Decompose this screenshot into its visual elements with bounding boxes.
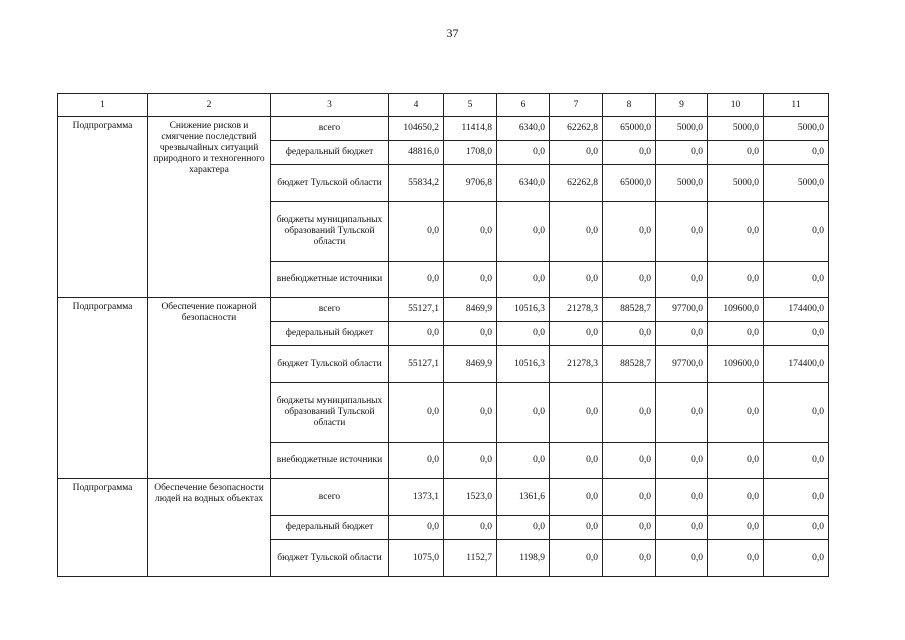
value-cell: 21278,3 [550,346,603,383]
value-cell: 10516,3 [497,298,550,322]
funding-source: бюджет Тульской области [271,165,389,202]
value-cell: 55127,1 [389,298,444,322]
value-cell: 0,0 [389,202,444,262]
value-cell: 104650,2 [389,117,444,141]
value-cell: 1198,9 [497,540,550,577]
column-header: 9 [656,94,708,117]
value-cell: 1361,6 [497,479,550,516]
value-cell: 0,0 [656,516,708,540]
column-header: 10 [708,94,764,117]
value-cell: 9706,8 [444,165,497,202]
value-cell: 109600,0 [708,346,764,383]
value-cell: 62262,8 [550,117,603,141]
value-cell: 0,0 [764,202,829,262]
value-cell: 0,0 [603,262,656,298]
funding-source: федеральный бюджет [271,322,389,346]
value-cell: 0,0 [444,322,497,346]
value-cell: 0,0 [708,322,764,346]
page-number: 37 [446,26,459,40]
value-cell: 0,0 [603,516,656,540]
value-cell: 0,0 [656,141,708,165]
value-cell: 174400,0 [764,298,829,322]
value-cell: 0,0 [550,262,603,298]
value-cell: 0,0 [444,262,497,298]
funding-source: бюджеты муниципальных образований Тульской области [271,202,389,262]
value-cell: 0,0 [603,540,656,577]
value-cell: 6340,0 [497,165,550,202]
value-cell: 0,0 [550,540,603,577]
value-cell: 0,0 [708,383,764,443]
value-cell: 5000,0 [708,165,764,202]
value-cell: 0,0 [389,383,444,443]
program-name: Обеспечение безопасности людей на водных объектах [148,479,271,577]
funding-source: федеральный бюджет [271,516,389,540]
value-cell: 21278,3 [550,298,603,322]
value-cell: 0,0 [389,322,444,346]
value-cell: 8469,9 [444,298,497,322]
value-cell: 0,0 [497,262,550,298]
value-cell: 0,0 [656,322,708,346]
value-cell: 0,0 [389,443,444,479]
value-cell: 1075,0 [389,540,444,577]
table-row [58,298,829,322]
table-header-row [58,94,829,117]
value-cell: 0,0 [550,141,603,165]
column-header: 5 [444,94,497,117]
value-cell: 88528,7 [603,298,656,322]
value-cell: 0,0 [708,516,764,540]
value-cell: 5000,0 [708,117,764,141]
section-label: Подпрограмма [58,298,148,479]
value-cell: 97700,0 [656,346,708,383]
value-cell: 55127,1 [389,346,444,383]
table-row [58,117,829,141]
value-cell: 62262,8 [550,165,603,202]
value-cell: 0,0 [764,322,829,346]
value-cell: 0,0 [708,479,764,516]
value-cell: 65000,0 [603,117,656,141]
program-name: Снижение рисков и смягчение последствий чрезвычайных ситуаций природного и техногенного характера [148,117,271,298]
funding-source: всего [271,117,389,141]
value-cell: 1373,1 [389,479,444,516]
value-cell: 1523,0 [444,479,497,516]
value-cell: 0,0 [708,262,764,298]
value-cell: 5000,0 [656,165,708,202]
value-cell: 10516,3 [497,346,550,383]
funding-source: федеральный бюджет [271,141,389,165]
table-row [58,479,829,516]
value-cell: 0,0 [550,479,603,516]
funding-source: всего [271,479,389,516]
funding-source: бюджет Тульской области [271,540,389,577]
value-cell: 97700,0 [656,298,708,322]
value-cell: 65000,0 [603,165,656,202]
value-cell: 0,0 [444,383,497,443]
funding-source: всего [271,298,389,322]
column-header: 8 [603,94,656,117]
value-cell: 5000,0 [764,117,829,141]
value-cell: 0,0 [764,443,829,479]
value-cell: 0,0 [497,383,550,443]
value-cell: 0,0 [497,202,550,262]
value-cell: 0,0 [497,443,550,479]
program-name: Обеспечение пожарной безопасности [148,298,271,479]
value-cell: 0,0 [603,141,656,165]
value-cell: 55834,2 [389,165,444,202]
column-header: 7 [550,94,603,117]
value-cell: 0,0 [656,443,708,479]
value-cell: 5000,0 [764,165,829,202]
funding-source: бюджет Тульской области [271,346,389,383]
value-cell: 0,0 [764,141,829,165]
value-cell: 8469,9 [444,346,497,383]
value-cell: 0,0 [444,443,497,479]
funding-source: внебюджетные источники [271,443,389,479]
value-cell: 0,0 [550,383,603,443]
column-header: 11 [764,94,829,117]
value-cell: 0,0 [764,383,829,443]
column-header: 2 [148,94,271,117]
value-cell: 0,0 [656,479,708,516]
value-cell: 1708,0 [444,141,497,165]
column-header: 3 [271,94,389,117]
budget-table [57,93,829,577]
value-cell: 0,0 [603,443,656,479]
value-cell: 0,0 [497,322,550,346]
funding-source: бюджеты муниципальных образований Тульской области [271,383,389,443]
value-cell: 0,0 [764,262,829,298]
value-cell: 0,0 [764,540,829,577]
value-cell: 11414,8 [444,117,497,141]
value-cell: 0,0 [603,202,656,262]
value-cell: 0,0 [708,202,764,262]
value-cell: 0,0 [550,322,603,346]
funding-source: внебюджетные источники [271,262,389,298]
value-cell: 174400,0 [764,346,829,383]
value-cell: 0,0 [444,202,497,262]
value-cell: 0,0 [550,516,603,540]
section-label: Подпрограмма [58,117,148,298]
value-cell: 0,0 [764,516,829,540]
value-cell: 0,0 [497,516,550,540]
value-cell: 0,0 [497,141,550,165]
value-cell: 0,0 [708,540,764,577]
value-cell: 0,0 [389,516,444,540]
value-cell: 1152,7 [444,540,497,577]
value-cell: 5000,0 [656,117,708,141]
value-cell: 0,0 [656,383,708,443]
value-cell: 109600,0 [708,298,764,322]
value-cell: 0,0 [764,479,829,516]
value-cell: 0,0 [656,202,708,262]
value-cell: 0,0 [444,516,497,540]
value-cell: 0,0 [656,262,708,298]
value-cell: 0,0 [389,262,444,298]
value-cell: 88528,7 [603,346,656,383]
value-cell: 0,0 [708,443,764,479]
value-cell: 0,0 [656,540,708,577]
value-cell: 6340,0 [497,117,550,141]
column-header: 6 [497,94,550,117]
value-cell: 0,0 [708,141,764,165]
value-cell: 0,0 [603,383,656,443]
section-label: Подпрограмма [58,479,148,577]
column-header: 1 [58,94,148,117]
value-cell: 0,0 [550,202,603,262]
value-cell: 0,0 [603,479,656,516]
table-body [58,94,829,577]
value-cell: 0,0 [603,322,656,346]
value-cell: 48816,0 [389,141,444,165]
column-header: 4 [389,94,444,117]
value-cell: 0,0 [550,443,603,479]
